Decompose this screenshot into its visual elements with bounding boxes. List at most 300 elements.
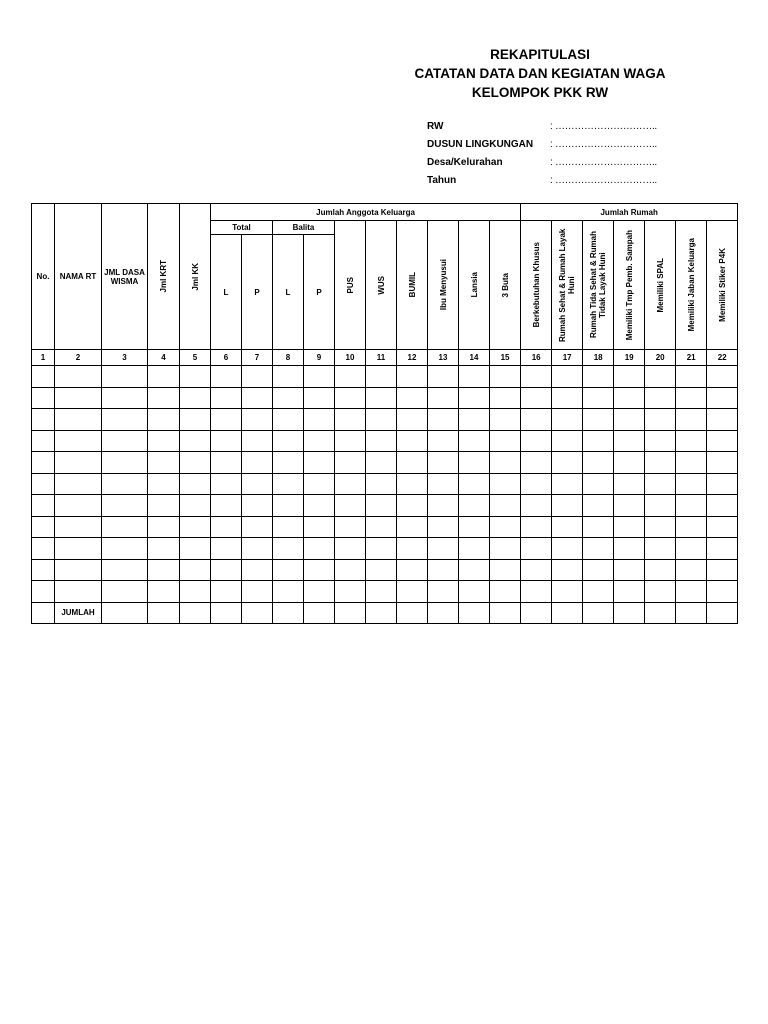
table-cell[interactable]: [521, 559, 552, 581]
table-cell[interactable]: [645, 559, 676, 581]
table-cell[interactable]: [102, 430, 148, 452]
table-cell[interactable]: [614, 581, 645, 603]
header-bumil-label: BUMIL: [407, 272, 417, 298]
table-cell[interactable]: [304, 452, 335, 474]
table-cell[interactable]: [148, 581, 180, 603]
table-cell[interactable]: [366, 516, 397, 538]
table-cell[interactable]: [614, 538, 645, 560]
table-row: [32, 538, 738, 560]
table-cell[interactable]: [459, 409, 490, 431]
table-cell[interactable]: [242, 559, 273, 581]
table-cell[interactable]: [273, 409, 304, 431]
table-cell[interactable]: [32, 452, 55, 474]
table-cell[interactable]: [55, 430, 102, 452]
table-cell[interactable]: [273, 452, 304, 474]
table-cell[interactable]: [242, 495, 273, 517]
table-cell[interactable]: [676, 495, 707, 517]
table-cell[interactable]: [55, 538, 102, 560]
table-cell[interactable]: [552, 366, 583, 388]
table-cell[interactable]: [614, 516, 645, 538]
table-cell[interactable]: [676, 452, 707, 474]
jumlah-cell[interactable]: [32, 602, 55, 623]
table-cell[interactable]: [428, 366, 459, 388]
table-cell[interactable]: [211, 538, 242, 560]
table-cell[interactable]: [459, 495, 490, 517]
table-cell[interactable]: [102, 387, 148, 409]
table-cell[interactable]: [614, 452, 645, 474]
table-cell[interactable]: [583, 581, 614, 603]
table-cell[interactable]: [102, 366, 148, 388]
table-cell[interactable]: [273, 387, 304, 409]
jumlah-cell[interactable]: [102, 602, 148, 623]
table-cell[interactable]: [211, 473, 242, 495]
table-cell[interactable]: [428, 387, 459, 409]
header-wus-label: WUS: [376, 275, 386, 295]
table-cell[interactable]: [707, 559, 738, 581]
table-cell[interactable]: [242, 366, 273, 388]
table-cell[interactable]: [32, 495, 55, 517]
table-cell[interactable]: [583, 430, 614, 452]
table-cell[interactable]: [397, 559, 428, 581]
table-cell[interactable]: [614, 495, 645, 517]
table-cell[interactable]: [428, 430, 459, 452]
table-cell[interactable]: [645, 495, 676, 517]
header-tmp-pemb-sampah-label: Memiliki Tmp Pemb. Sampah: [624, 229, 634, 341]
table-cell[interactable]: [366, 473, 397, 495]
table-cell[interactable]: [273, 538, 304, 560]
table-cell[interactable]: [707, 495, 738, 517]
table-cell[interactable]: [645, 387, 676, 409]
jumlah-cell[interactable]: [552, 602, 583, 623]
table-cell[interactable]: [490, 409, 521, 431]
table-cell[interactable]: [211, 430, 242, 452]
table-cell[interactable]: [180, 473, 211, 495]
table-cell[interactable]: [211, 581, 242, 603]
table-cell[interactable]: [397, 430, 428, 452]
table-cell[interactable]: [148, 538, 180, 560]
table-cell[interactable]: [676, 559, 707, 581]
table-cell[interactable]: [180, 581, 211, 603]
table-cell[interactable]: [55, 452, 102, 474]
table-cell[interactable]: [366, 430, 397, 452]
table-cell[interactable]: [304, 387, 335, 409]
table-cell[interactable]: [552, 452, 583, 474]
table-cell[interactable]: [707, 538, 738, 560]
jumlah-cell[interactable]: [428, 602, 459, 623]
table-cell[interactable]: [397, 366, 428, 388]
table-cell[interactable]: [55, 387, 102, 409]
table-cell[interactable]: [32, 473, 55, 495]
table-cell[interactable]: [304, 495, 335, 517]
table-cell[interactable]: [335, 516, 366, 538]
table-cell[interactable]: [490, 366, 521, 388]
table-cell[interactable]: [242, 473, 273, 495]
table-cell[interactable]: [676, 538, 707, 560]
table-cell[interactable]: [102, 473, 148, 495]
column-number: 2: [55, 350, 102, 366]
table-cell[interactable]: [645, 430, 676, 452]
table-cell[interactable]: [242, 409, 273, 431]
table-cell[interactable]: [583, 452, 614, 474]
header-jml-kk: [180, 204, 211, 350]
table-cell[interactable]: [366, 495, 397, 517]
table-cell[interactable]: [304, 538, 335, 560]
table-cell[interactable]: [335, 581, 366, 603]
table-cell[interactable]: [335, 409, 366, 431]
jumlah-cell[interactable]: [211, 602, 242, 623]
table-cell[interactable]: [180, 559, 211, 581]
table-cell[interactable]: [335, 387, 366, 409]
table-cell[interactable]: [180, 516, 211, 538]
table-cell[interactable]: [583, 366, 614, 388]
header-ibu-menyusui-label: Ibu Menyusui: [438, 259, 448, 311]
table-cell[interactable]: [552, 516, 583, 538]
table-cell[interactable]: [148, 559, 180, 581]
table-cell[interactable]: [676, 366, 707, 388]
table-cell[interactable]: [211, 452, 242, 474]
table-cell[interactable]: [102, 495, 148, 517]
jumlah-cell[interactable]: [304, 602, 335, 623]
table-cell[interactable]: [676, 430, 707, 452]
rekap-table: [31, 203, 738, 624]
jumlah-cell[interactable]: [366, 602, 397, 623]
table-cell[interactable]: [242, 387, 273, 409]
column-number: 1: [32, 350, 55, 366]
table-cell[interactable]: [55, 559, 102, 581]
table-cell[interactable]: [645, 516, 676, 538]
table-cell[interactable]: [521, 366, 552, 388]
table-cell[interactable]: [490, 430, 521, 452]
table-cell[interactable]: [583, 495, 614, 517]
table-cell[interactable]: [428, 473, 459, 495]
table-cell[interactable]: [335, 559, 366, 581]
column-number: 6: [211, 350, 242, 366]
table-cell[interactable]: [459, 473, 490, 495]
jumlah-cell[interactable]: [335, 602, 366, 623]
table-cell[interactable]: [459, 559, 490, 581]
table-cell[interactable]: [707, 430, 738, 452]
table-cell[interactable]: [676, 409, 707, 431]
table-cell[interactable]: [180, 430, 211, 452]
table-cell[interactable]: [552, 581, 583, 603]
table-cell[interactable]: [273, 430, 304, 452]
table-cell[interactable]: [180, 409, 211, 431]
table-cell[interactable]: [366, 559, 397, 581]
jumlah-cell[interactable]: [645, 602, 676, 623]
table-cell[interactable]: [459, 387, 490, 409]
table-cell[interactable]: [521, 452, 552, 474]
header-pus: [335, 221, 366, 350]
table-cell[interactable]: [552, 409, 583, 431]
table-cell[interactable]: [428, 581, 459, 603]
table-cell[interactable]: [211, 409, 242, 431]
table-cell[interactable]: [211, 495, 242, 517]
table-cell[interactable]: [490, 452, 521, 474]
table-cell[interactable]: [645, 581, 676, 603]
table-cell[interactable]: [583, 409, 614, 431]
table-cell[interactable]: [102, 452, 148, 474]
table-cell[interactable]: [242, 538, 273, 560]
table-cell[interactable]: [273, 366, 304, 388]
table-cell[interactable]: [273, 559, 304, 581]
table-cell[interactable]: [552, 559, 583, 581]
jumlah-cell[interactable]: [242, 602, 273, 623]
table-cell[interactable]: [397, 473, 428, 495]
header-jml-krt: [148, 204, 180, 350]
table-cell[interactable]: [102, 559, 148, 581]
table-cell[interactable]: [459, 581, 490, 603]
table-cell[interactable]: [335, 473, 366, 495]
table-cell[interactable]: [366, 387, 397, 409]
header-pus-label: PUS: [345, 276, 355, 294]
table-cell[interactable]: [55, 473, 102, 495]
column-number: 12: [397, 350, 428, 366]
jumlah-cell[interactable]: [676, 602, 707, 623]
table-cell[interactable]: [242, 430, 273, 452]
table-cell[interactable]: [366, 409, 397, 431]
table-cell[interactable]: [397, 409, 428, 431]
table-cell[interactable]: [397, 581, 428, 603]
table-cell[interactable]: [521, 538, 552, 560]
column-number: 9: [304, 350, 335, 366]
table-cell[interactable]: [55, 409, 102, 431]
column-number: 14: [459, 350, 490, 366]
table-cell[interactable]: [459, 366, 490, 388]
table-cell[interactable]: [459, 538, 490, 560]
jumlah-cell[interactable]: [614, 602, 645, 623]
table-cell[interactable]: [397, 516, 428, 538]
table-cell[interactable]: [180, 366, 211, 388]
info-value: : …………………………..: [550, 139, 657, 150]
table-cell[interactable]: [211, 387, 242, 409]
jumlah-cell[interactable]: [273, 602, 304, 623]
table-cell[interactable]: [397, 495, 428, 517]
table-cell[interactable]: [180, 387, 211, 409]
table-cell[interactable]: [552, 430, 583, 452]
table-cell[interactable]: [645, 366, 676, 388]
table-row: [32, 495, 738, 517]
table-cell[interactable]: [707, 387, 738, 409]
header-spal-label: Memiliki SPAL: [655, 257, 665, 313]
header-berkebutuhan-khusus: [521, 221, 552, 350]
table-cell[interactable]: [459, 452, 490, 474]
table-cell[interactable]: [707, 366, 738, 388]
table-cell[interactable]: [614, 430, 645, 452]
table-cell[interactable]: [552, 538, 583, 560]
jumlah-cell[interactable]: [148, 602, 180, 623]
table-cell[interactable]: [676, 473, 707, 495]
table-cell[interactable]: [428, 516, 459, 538]
table-cell[interactable]: [614, 473, 645, 495]
header-rumah-tidak-sehat-label: Rumah Tida Sehat & Rumah Tidak Layak Huni: [589, 231, 608, 339]
table-cell[interactable]: [428, 409, 459, 431]
header-total: Total: [211, 221, 273, 235]
table-cell[interactable]: [397, 387, 428, 409]
table-cell[interactable]: [459, 516, 490, 538]
table-cell[interactable]: [102, 409, 148, 431]
table-cell[interactable]: [366, 538, 397, 560]
table-cell[interactable]: [428, 559, 459, 581]
jumlah-cell[interactable]: [180, 602, 211, 623]
table-cell[interactable]: [102, 516, 148, 538]
table-cell[interactable]: [304, 409, 335, 431]
table-cell[interactable]: [148, 516, 180, 538]
table-cell[interactable]: [645, 538, 676, 560]
table-cell[interactable]: [614, 559, 645, 581]
table-cell[interactable]: [490, 516, 521, 538]
table-row: [32, 430, 738, 452]
table-cell[interactable]: [521, 473, 552, 495]
table-cell[interactable]: [521, 495, 552, 517]
table-cell[interactable]: [335, 538, 366, 560]
table-cell[interactable]: [583, 516, 614, 538]
table-cell[interactable]: [490, 559, 521, 581]
table-cell[interactable]: [397, 452, 428, 474]
table-cell[interactable]: [428, 495, 459, 517]
table-cell[interactable]: [490, 581, 521, 603]
header-wus: [366, 221, 397, 350]
header-bumil: [397, 221, 428, 350]
table-cell[interactable]: [148, 495, 180, 517]
table-cell[interactable]: [55, 516, 102, 538]
table-cell[interactable]: [707, 473, 738, 495]
column-number: 16: [521, 350, 552, 366]
table-cell[interactable]: [676, 581, 707, 603]
table-cell[interactable]: [645, 452, 676, 474]
table-cell[interactable]: [645, 473, 676, 495]
table-cell[interactable]: [676, 516, 707, 538]
table-cell[interactable]: [304, 516, 335, 538]
table-cell[interactable]: [211, 516, 242, 538]
table-cell[interactable]: [428, 538, 459, 560]
column-number: 4: [148, 350, 180, 366]
table-cell[interactable]: [583, 473, 614, 495]
table-cell[interactable]: [335, 495, 366, 517]
table-cell[interactable]: [273, 581, 304, 603]
table-cell[interactable]: [32, 409, 55, 431]
table-cell[interactable]: [521, 516, 552, 538]
jumlah-cell[interactable]: [707, 602, 738, 623]
table-cell[interactable]: [32, 387, 55, 409]
table-cell[interactable]: [55, 495, 102, 517]
jumlah-cell[interactable]: [490, 602, 521, 623]
table-cell[interactable]: [211, 366, 242, 388]
table-cell[interactable]: [583, 387, 614, 409]
table-cell[interactable]: [180, 452, 211, 474]
table-cell[interactable]: [366, 581, 397, 603]
table-cell[interactable]: [148, 430, 180, 452]
table-row: [32, 581, 738, 603]
table-cell[interactable]: [583, 538, 614, 560]
table-cell[interactable]: [32, 430, 55, 452]
table-cell[interactable]: [335, 366, 366, 388]
table-cell[interactable]: [32, 516, 55, 538]
table-cell[interactable]: [148, 452, 180, 474]
table-cell[interactable]: [521, 409, 552, 431]
table-cell[interactable]: [552, 473, 583, 495]
table-cell[interactable]: [614, 409, 645, 431]
table-cell[interactable]: [335, 452, 366, 474]
header-jml-dasa-wisma-label: JML DASA WISMA: [104, 267, 145, 286]
header-total-p: P: [242, 235, 273, 350]
table-cell[interactable]: [366, 452, 397, 474]
jumlah-label: JUMLAH: [55, 602, 102, 623]
table-cell[interactable]: [148, 409, 180, 431]
table-cell[interactable]: [521, 387, 552, 409]
table-cell[interactable]: [490, 387, 521, 409]
table-cell[interactable]: [707, 409, 738, 431]
table-cell[interactable]: [242, 581, 273, 603]
table-cell[interactable]: [397, 538, 428, 560]
table-cell[interactable]: [335, 430, 366, 452]
table-cell[interactable]: [32, 581, 55, 603]
table-cell[interactable]: [273, 516, 304, 538]
header-jaban-keluarga-label: Memiliki Jaban Keluarga: [686, 238, 696, 332]
table-cell[interactable]: [148, 387, 180, 409]
table-cell[interactable]: [490, 538, 521, 560]
table-cell[interactable]: [304, 473, 335, 495]
table-cell[interactable]: [490, 495, 521, 517]
table-cell[interactable]: [614, 366, 645, 388]
info-label: Tahun: [427, 175, 457, 186]
table-cell[interactable]: [148, 366, 180, 388]
table-cell[interactable]: [428, 452, 459, 474]
table-cell[interactable]: [304, 581, 335, 603]
jumlah-cell[interactable]: [397, 602, 428, 623]
table-cell[interactable]: [102, 538, 148, 560]
table-cell[interactable]: [55, 366, 102, 388]
table-row: [32, 516, 738, 538]
table-cell[interactable]: [180, 538, 211, 560]
table-cell[interactable]: [32, 559, 55, 581]
table-cell[interactable]: [459, 430, 490, 452]
header-rumah-sehat: [552, 221, 583, 350]
column-number: 8: [273, 350, 304, 366]
table-cell[interactable]: [490, 473, 521, 495]
table-cell[interactable]: [552, 495, 583, 517]
table-cell[interactable]: [32, 366, 55, 388]
jumlah-cell[interactable]: [521, 602, 552, 623]
table-cell[interactable]: [32, 538, 55, 560]
table-cell[interactable]: [521, 581, 552, 603]
table-cell[interactable]: [583, 559, 614, 581]
table-cell[interactable]: [304, 430, 335, 452]
table-cell[interactable]: [521, 430, 552, 452]
table-cell[interactable]: [304, 559, 335, 581]
table-cell[interactable]: [273, 473, 304, 495]
table-cell[interactable]: [273, 495, 304, 517]
table-cell[interactable]: [614, 387, 645, 409]
jumlah-cell[interactable]: [583, 602, 614, 623]
table-cell[interactable]: [148, 473, 180, 495]
table-cell[interactable]: [304, 366, 335, 388]
table-cell[interactable]: [242, 516, 273, 538]
table-cell[interactable]: [552, 387, 583, 409]
table-cell[interactable]: [242, 452, 273, 474]
table-cell[interactable]: [102, 581, 148, 603]
table-cell[interactable]: [707, 452, 738, 474]
table-cell[interactable]: [707, 516, 738, 538]
table-cell[interactable]: [211, 559, 242, 581]
table-cell[interactable]: [676, 387, 707, 409]
info-value: : …………………………..: [550, 175, 657, 186]
table-cell[interactable]: [366, 366, 397, 388]
table-cell[interactable]: [180, 495, 211, 517]
table-cell[interactable]: [645, 409, 676, 431]
table-cell[interactable]: [55, 581, 102, 603]
jumlah-cell[interactable]: [459, 602, 490, 623]
table-cell[interactable]: [707, 581, 738, 603]
